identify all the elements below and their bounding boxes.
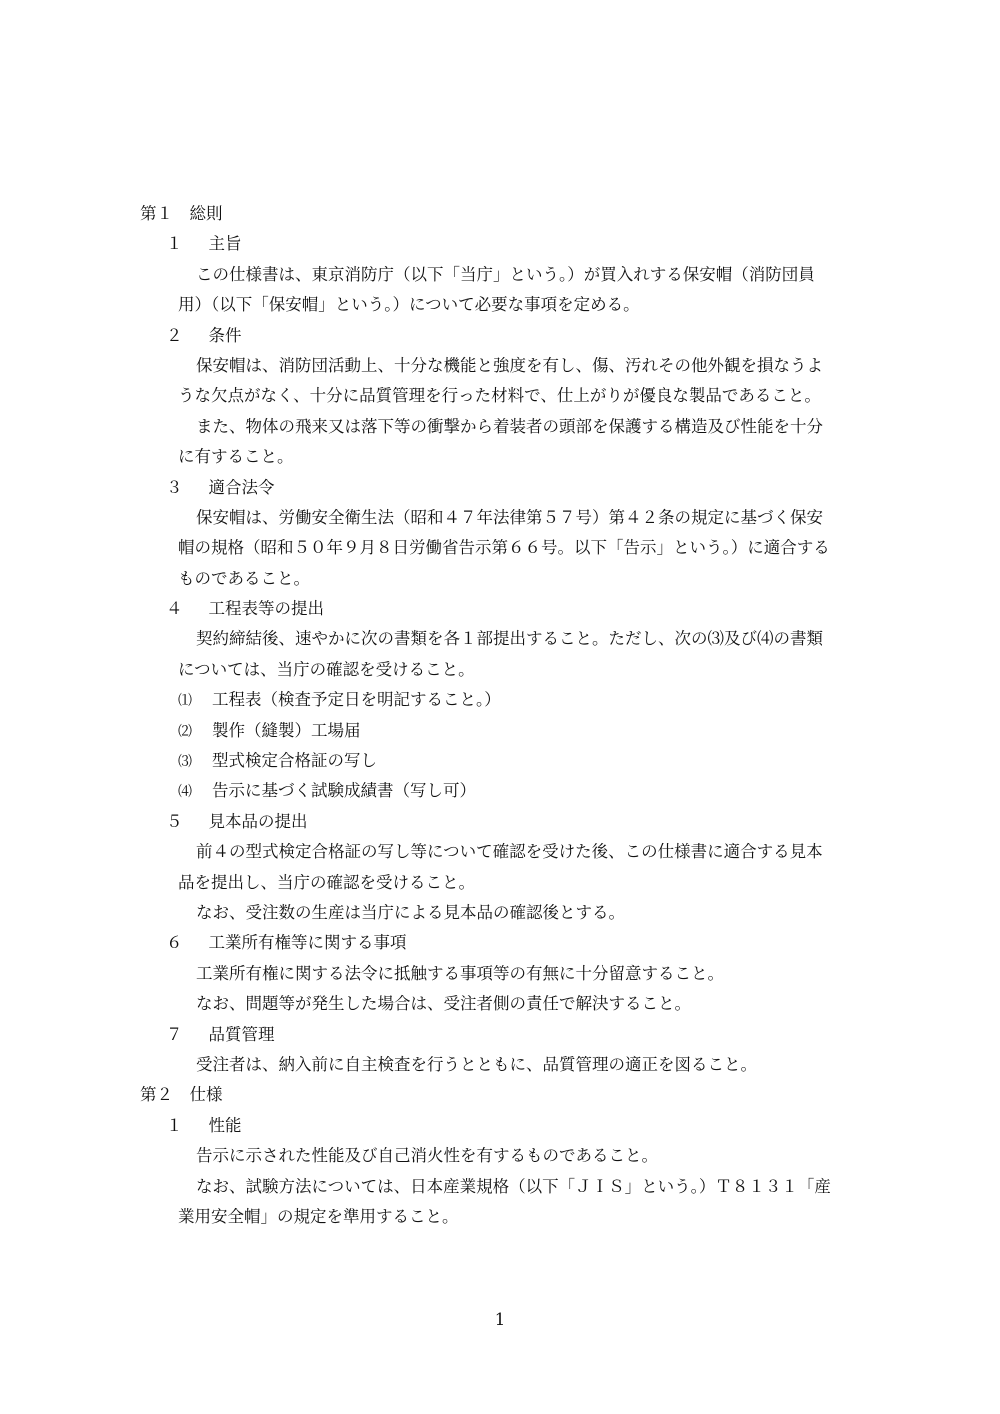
section-number: １	[166, 1115, 183, 1135]
section-title: 品質管理	[208, 1024, 275, 1044]
paragraph-line: については、当庁の確認を受けること。	[178, 659, 475, 679]
page-number: 1	[494, 1310, 506, 1329]
paragraph-line: 前４の型式検定合格証の写し等について確認を受けた後、この仕様書に適合する見本	[196, 842, 823, 862]
section-heading	[140, 473, 860, 503]
section-number: ３	[166, 477, 183, 497]
section-number: １	[166, 234, 183, 254]
section-heading	[140, 594, 860, 624]
paragraph-line: 品を提出し、当庁の確認を受けること。	[178, 872, 475, 892]
document-body	[140, 199, 860, 1232]
paragraph-line: 告示に示された性能及び自己消火性を有するものであること。	[196, 1146, 658, 1166]
paragraph-line: 保安帽は、消防団活動上、十分な機能と強度を有し、傷、汚れその他外観を損なうよ	[196, 355, 823, 375]
section-heading	[140, 1020, 860, 1050]
sub-item-text: 型式検定合格証の写し	[212, 751, 377, 771]
chapter-heading	[140, 199, 860, 229]
sub-item-number: ⑷	[178, 784, 192, 801]
paragraph-line: 業用安全帽」の規定を準用すること。	[178, 1206, 459, 1226]
section-heading	[140, 928, 860, 958]
section-title: 工業所有権等に関する事項	[208, 933, 407, 953]
paragraph-line: 帽の規格（昭和５０年９月８日労働省告示第６６号。以下「告示」という。）に適合する	[178, 538, 830, 558]
chapter-title: 総則	[189, 204, 223, 223]
paragraph-line: 保安帽は、労働安全衛生法（昭和４７年法律第５７号）第４２条の規定に基づく保安	[196, 507, 823, 527]
sub-item-text: 製作（縫製）工場届	[212, 720, 361, 740]
sub-item	[140, 746, 860, 776]
sub-item-number: ⑴	[178, 693, 192, 710]
paragraph-line: 契約締結後、速やかに次の書類を各１部提出すること。ただし、次の⑶及び⑷の書類	[196, 629, 823, 649]
section-heading	[140, 807, 860, 837]
sub-item-number: ⑶	[178, 754, 192, 771]
section-number: ４	[166, 599, 183, 619]
section-number: ７	[166, 1024, 183, 1044]
section-number: ２	[166, 325, 183, 345]
sub-item	[140, 716, 860, 746]
sub-item	[140, 776, 860, 806]
chapter-number: 第２	[140, 1085, 173, 1105]
paragraph-line: なお、問題等が発生した場合は、受注者側の責任で解決すること。	[196, 994, 691, 1014]
section-title: 主旨	[208, 234, 242, 254]
paragraph-line: 用）（以下「保安帽」という。）について必要な事項を定める。	[178, 295, 640, 315]
chapter-heading	[140, 1080, 860, 1110]
section-heading	[140, 229, 860, 259]
sub-item-number: ⑵	[178, 723, 192, 740]
paragraph-line: この仕様書は、東京消防庁（以下「当庁」という。）が買入れする保安帽（消防団員	[196, 264, 815, 284]
paragraph-line: うな欠点がなく、十分に品質管理を行った材料で、仕上がりが優良な製品であること。	[178, 386, 821, 406]
paragraph-line: ものであること。	[178, 568, 310, 588]
section-title: 工程表等の提出	[208, 599, 324, 619]
sub-item-text: 告示に基づく試験成績書（写し可）	[212, 781, 476, 801]
section-title: 条件	[208, 325, 242, 345]
section-number: ５	[166, 811, 183, 831]
section-heading	[140, 321, 860, 351]
paragraph-line: また、物体の飛来又は落下等の衝撃から着装者の頭部を保護する構造及び性能を十分	[196, 416, 823, 436]
chapter-title: 仕様	[189, 1085, 223, 1105]
section-title: 適合法令	[208, 477, 275, 497]
paragraph-line: 受注者は、納入前に自主検査を行うとともに、品質管理の適正を図ること。	[196, 1054, 757, 1074]
section-title: 性能	[208, 1115, 242, 1135]
paragraph-line: に有すること。	[178, 447, 294, 467]
sub-item-text: 工程表（検査予定日を明記すること。）	[212, 690, 501, 710]
section-number: ６	[166, 933, 183, 953]
paragraph-line: なお、試験方法については、日本産業規格（以下「ＪＩＳ」という。）Ｔ８１３１「産	[196, 1176, 831, 1196]
section-heading	[140, 1111, 860, 1141]
paragraph-line: なお、受注数の生産は当庁による見本品の確認後とする。	[196, 902, 625, 922]
section-title: 見本品の提出	[208, 811, 308, 831]
sub-item	[140, 685, 860, 715]
chapter-number: 第１	[140, 204, 173, 223]
paragraph-line: 工業所有権に関する法令に抵触する事項等の有無に十分留意すること。	[196, 963, 724, 983]
